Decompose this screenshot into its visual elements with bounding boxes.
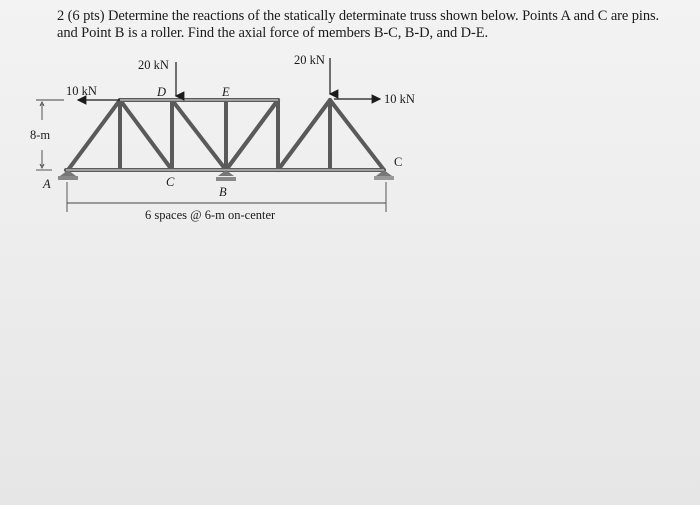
problem-line-2: and Point B is a roller. Find the axial force of members B-C, B-D, and D-E. [57, 25, 489, 41]
node-label-c-right: C [394, 155, 403, 169]
load-10kn-left-label: 10 kN [66, 84, 97, 98]
span-dimension-label: 6 spaces @ 6-m on-center [145, 208, 276, 222]
member-left-end [68, 100, 120, 170]
height-dimension-label: 8-m [30, 128, 51, 142]
member-diagonal-5 [226, 100, 278, 170]
node-label-e: E [222, 85, 230, 99]
truss-members [66, 100, 384, 170]
member-right-apex-left [278, 100, 330, 170]
node-label-c-bottom: C [166, 175, 175, 189]
member-diagonal-2 [172, 100, 226, 170]
node-label-d: D [157, 85, 167, 99]
member-right-end [330, 100, 384, 170]
load-20kn-left-label: 20 kN [138, 58, 169, 72]
load-20kn-right-label: 20 kN [294, 53, 325, 67]
load-10kn-right-label: 10 kN [384, 92, 415, 106]
problem-line-1: 2 (6 pts) Determine the reactions of the statically determinate truss shown below. Points A and C are pins. [57, 8, 660, 24]
node-label-a: A [43, 177, 51, 191]
node-label-b: B [219, 185, 227, 199]
member-diagonal-1 [120, 100, 172, 170]
